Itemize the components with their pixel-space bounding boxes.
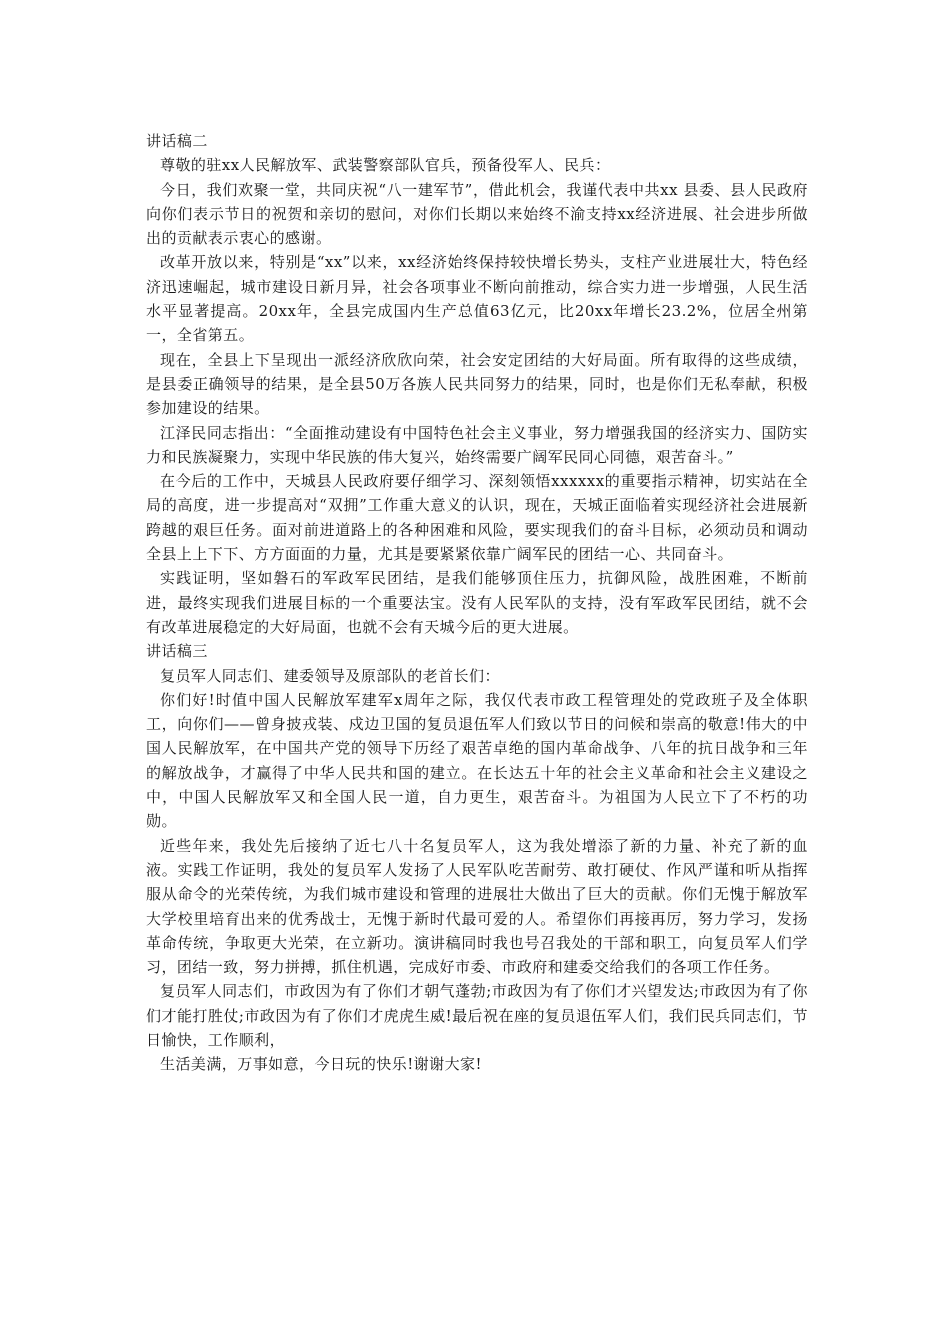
document-body [146, 129, 808, 1077]
paragraph-closing: 生活美满，万事如意，今日玩的快乐!谢谢大家! [160, 1055, 482, 1074]
paragraph-salutation: 复员军人同志们、建委领导及原部队的老首长们： [160, 666, 500, 685]
paragraph: 复员军人同志们，市政因为有了你们才朝气蓬勃;市政因为有了你们才兴望发达;市政因为有了你们才能打胜仗;市政因为有了你们才虎虎生威!最后祝在座的复员退伍军人们，我们民兵同志们，节日愉快，工作顺利， [146, 982, 808, 1049]
paragraph: 今日，我们欢聚一堂，共同庆祝“八一建军节”，借此机会，我谨代表中共xx 县委、县人民政府向你们表示节日的祝贺和亲切的慰问，对你们长期以来始终不渝支持xx经济进展、社会进步所做出的贡献表示衷心的感谢。 [146, 180, 808, 248]
paragraph: 在今后的工作中，天城县人民政府要仔细学习、深刻领悟xxxxxx的重要指示精神，切实站在全局的高度，进一步提高对“双拥”工作重大意义的认识，现在，天城正面临着实现经济社会进展新跨越的艰巨任务。面对前进道路上的各种困难和风险，要实现我们的奋斗目标，必须动员和调动全县上上下下、方方面面的力量，尤其是要紧紧依靠广阔军民的团结一心、共同奋斗。 [146, 472, 808, 564]
paragraph: 你们好!时值中国人民解放军建军x周年之际，我仅代表市政工程管理处的党政班子及全体职工，向你们——曾身披戎装、戍边卫国的复员退伍军人们致以节日的问候和崇高的敬意!伟大的中国人民解放军，在中国共产党的领导下历经了艰苦卓绝的国内革命战争、八年的抗日战争和三年的解放战争，才赢得了中华人民共和国的建立。在长达五十年的社会主义革命和社会主义建设之中，中国人民解放军又和全国人民一道，自力更生，艰苦奋斗。为祖国为人民立下了不朽的功勋。 [146, 690, 808, 831]
section-heading: 讲话稿三 [146, 642, 208, 661]
paragraph: 江泽民同志指出：“全面推动建设有中国特色社会主义事业，努力增强我国的经济实力、国防实力和民族凝聚力，实现中华民族的伟大复兴，始终需要广阔军民同心同德，艰苦奋斗。” [146, 423, 808, 466]
paragraph: 近些年来，我处先后接纳了近七八十名复员军人，这为我处增添了新的力量、补充了新的血液。实践工作证明，我处的复员军人发扬了人民军队吃苦耐劳、敢打硬仗、作风严谨和听从指挥服从命令的光荣传统，为我们城市建设和管理的进展壮大做出了巨大的贡献。你们无愧于解放军大学校里培育出来的优秀战士，无愧于新时代最可爱的人。希望你们再接再厉，努力学习，发扬革命传统，争取更大光荣，在立新功。演讲稿同时我也号召我处的干部和职工，向复员军人们学习，团结一致，努力拼搏，抓住机遇，完成好市委、市政府和建委交给我们的各项工作任务。 [146, 836, 808, 977]
paragraph: 实践证明，坚如磐石的军政军民团结，是我们能够顶住压力，抗御风险，战胜困难，不断前进，最终实现我们进展目标的一个重要法宝。没有人民军队的支持，没有军政军民团结，就不会有改革进展稳定的大好局面，也就不会有天城今后的更大进展。 [146, 569, 808, 636]
paragraph: 改革开放以来，特别是“xx”以来，xx经济始终保持较快增长势头，支柱产业进展壮大，特色经济迅速崛起，城市建设日新月异，社会各项事业不断向前推动，综合实力进一步增强，人民生活水平显著提高。20xx年，全县完成国内生产总值63亿元，比20xx年增长23.2%，位居全州第一，全省第五。 [146, 253, 808, 345]
paragraph-salutation: 尊敬的驻xx人民解放军、武装警察部队官兵，预备役军人、民兵： [160, 156, 611, 175]
paragraph: 现在，全县上下呈现出一派经济欣欣向荣，社会安定团结的大好局面。所有取得的这些成绩，是县委正确领导的结果，是全县50万各族人民共同努力的结果，同时，也是你们无私奉献，积极参加建设的结果。 [146, 350, 808, 418]
section-speech-3 [146, 639, 808, 1076]
section-speech-2 [146, 129, 808, 639]
section-heading: 讲话稿二 [146, 132, 208, 150]
